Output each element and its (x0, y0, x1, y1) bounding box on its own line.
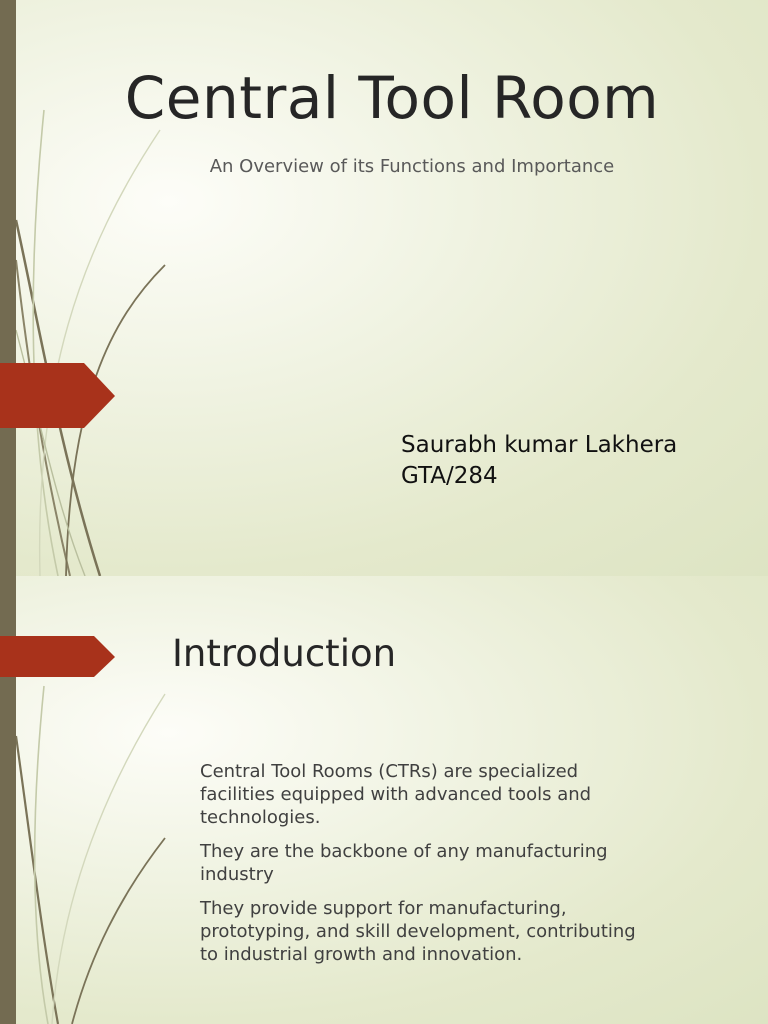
bullet-text: They provide support for manufacturing, prototyping, and skill development, contributing to industrial growth and innovation. (200, 898, 636, 965)
author-name: Saurabh kumar Lakhera (401, 432, 678, 458)
bullet-text: They are the backbone of any manufacturing industry (200, 841, 608, 885)
list-item[interactable] (170, 840, 650, 886)
slide-tab-icon (0, 636, 116, 678)
slide-subtitle[interactable]: An Overview of its Functions and Importance (209, 156, 615, 177)
introduction-slide[interactable] (0, 576, 768, 1024)
list-item[interactable] (170, 897, 650, 966)
left-accent-bar (0, 0, 16, 576)
author-block[interactable] (401, 430, 677, 492)
slide-tab-icon (0, 363, 116, 429)
author-id: GTA/284 (401, 463, 498, 489)
slide-title[interactable]: Central Tool Room (124, 64, 660, 132)
intro-title[interactable]: Introduction (172, 632, 397, 675)
list-item[interactable] (170, 760, 650, 829)
bullet-text: Central Tool Rooms (CTRs) are specialized facilities equipped with advanced tools and technologies. (200, 761, 592, 828)
bullet-list (170, 760, 650, 977)
